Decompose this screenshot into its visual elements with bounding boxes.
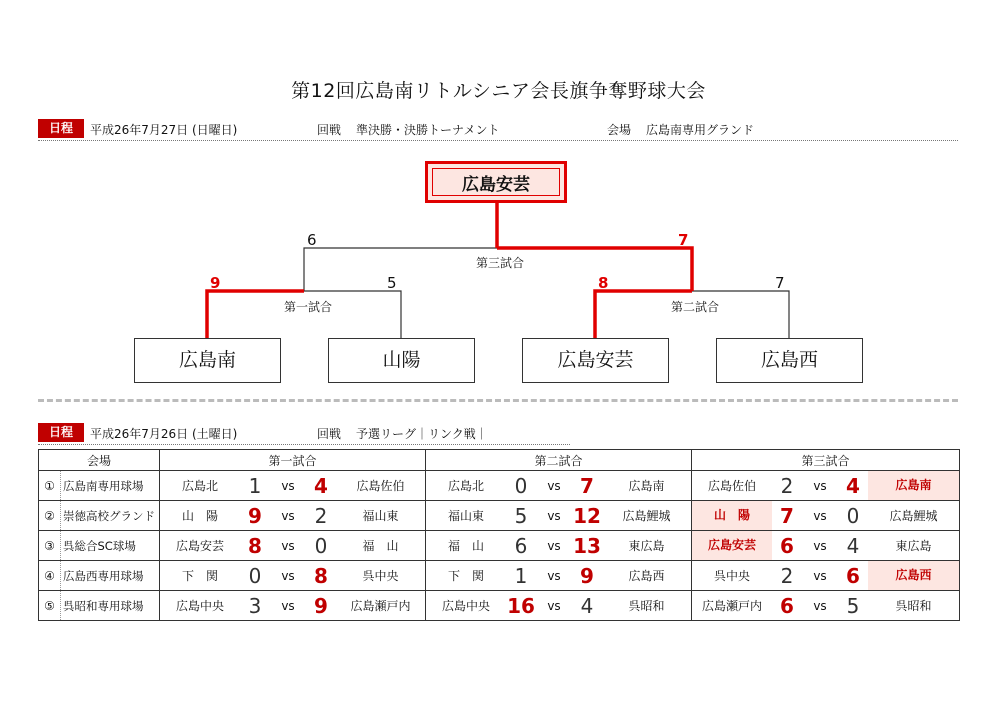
vs-label: vs bbox=[281, 478, 295, 493]
table-row bbox=[39, 501, 960, 531]
row-venue: 呉総合SC球場 bbox=[61, 531, 160, 561]
game-cell bbox=[160, 591, 426, 621]
score-a: 9 bbox=[248, 503, 262, 528]
header-game1: 第一試合 bbox=[160, 450, 426, 471]
champion-name: 広島安芸 bbox=[462, 175, 530, 195]
game-cell bbox=[692, 561, 960, 591]
vs-label: vs bbox=[281, 538, 295, 553]
team-a: 広島中央 bbox=[176, 599, 225, 613]
row-number: ③ bbox=[39, 531, 61, 561]
page-title: 第12回広島南リトルシニア会長旗争奪野球大会 bbox=[291, 80, 706, 102]
score-b: 12 bbox=[573, 503, 601, 528]
game-cell bbox=[426, 531, 692, 561]
bracket-line-semi1 bbox=[304, 248, 497, 291]
score-b: 0 bbox=[314, 533, 328, 558]
vs-label: vs bbox=[547, 568, 561, 583]
score-a: 1 bbox=[514, 563, 528, 588]
match1-right-score: 5 bbox=[387, 274, 397, 292]
team-b: 呉昭和 bbox=[628, 599, 665, 613]
team-a: 福山東 bbox=[448, 509, 485, 523]
score-b: 6 bbox=[846, 563, 860, 588]
team-a: 広島安芸 bbox=[692, 531, 772, 560]
team-b: 広島南 bbox=[628, 479, 665, 493]
vs-label: vs bbox=[813, 538, 827, 553]
row-venue: 崇徳高校グランド bbox=[61, 501, 160, 531]
team-b: 広島西 bbox=[628, 569, 665, 583]
score-b: 13 bbox=[573, 533, 601, 558]
vs-label: vs bbox=[547, 508, 561, 523]
vs-label: vs bbox=[813, 598, 827, 613]
team-b: 呉昭和 bbox=[895, 599, 932, 613]
game-cell bbox=[692, 501, 960, 531]
score-b: 4 bbox=[846, 533, 860, 558]
game-cell bbox=[692, 531, 960, 561]
section-separator bbox=[38, 399, 958, 402]
team-b: 東広島 bbox=[895, 539, 932, 553]
team-b: 広島南 bbox=[868, 471, 959, 500]
match1-label: 第一試合 bbox=[284, 300, 333, 314]
row-number: ⑤ bbox=[39, 591, 61, 621]
team-a: 山 陽 bbox=[182, 509, 219, 523]
vs-label: vs bbox=[813, 508, 827, 523]
match1-left-score: 9 bbox=[210, 274, 221, 292]
team-b: 東広島 bbox=[628, 539, 665, 553]
score-b: 4 bbox=[846, 473, 860, 498]
team-a: 福 山 bbox=[448, 539, 485, 553]
score-a: 3 bbox=[248, 593, 262, 618]
schedule-date: 平成26年7月26日 (土曜日) bbox=[90, 427, 238, 441]
table-row bbox=[39, 531, 960, 561]
score-a: 0 bbox=[514, 473, 528, 498]
table-row bbox=[39, 561, 960, 591]
score-a: 7 bbox=[780, 503, 794, 528]
team-a: 下 関 bbox=[182, 569, 219, 583]
team-b: 呉中央 bbox=[362, 569, 399, 583]
round-label: 回戦 bbox=[317, 123, 342, 137]
header-venue: 会場 bbox=[39, 450, 160, 471]
table-row bbox=[39, 591, 960, 621]
game-cell bbox=[426, 471, 692, 501]
score-a: 2 bbox=[780, 563, 794, 588]
team-a: 下 関 bbox=[448, 569, 485, 583]
team-b: 福 山 bbox=[362, 539, 399, 553]
score-b: 9 bbox=[314, 593, 328, 618]
team-b: 広島鯉城 bbox=[622, 509, 671, 523]
schedule-date: 平成26年7月27日 (日曜日) bbox=[90, 123, 238, 137]
game-cell bbox=[160, 561, 426, 591]
round-label: 回戦 bbox=[317, 427, 342, 441]
score-b: 9 bbox=[580, 563, 594, 588]
vs-label: vs bbox=[281, 508, 295, 523]
team-a: 広島安芸 bbox=[176, 539, 225, 553]
game-cell bbox=[426, 501, 692, 531]
score-b: 2 bbox=[314, 503, 328, 528]
team-b: 福山東 bbox=[362, 509, 399, 523]
row-number: ④ bbox=[39, 561, 61, 591]
row-venue: 広島南専用球場 bbox=[61, 471, 160, 501]
row-venue: 広島西専用球場 bbox=[61, 561, 160, 591]
score-a: 8 bbox=[248, 533, 262, 558]
score-a: 2 bbox=[780, 473, 794, 498]
row-venue: 呉昭和専用球場 bbox=[61, 591, 160, 621]
score-b: 5 bbox=[846, 593, 860, 618]
match2-label: 第二試合 bbox=[671, 300, 720, 314]
score-a: 0 bbox=[248, 563, 262, 588]
team-a: 呉中央 bbox=[714, 569, 751, 583]
score-b: 7 bbox=[580, 473, 594, 498]
team-a: 山 陽 bbox=[692, 501, 772, 530]
match3-right-score: 7 bbox=[678, 231, 689, 249]
team-a: 広島瀬戸内 bbox=[702, 599, 763, 613]
row-number: ① bbox=[39, 471, 61, 501]
champion-box bbox=[425, 161, 567, 203]
round-value: 準決勝・決勝トーナメント bbox=[356, 123, 500, 137]
team-a: 広島北 bbox=[182, 479, 219, 493]
game-cell bbox=[426, 561, 692, 591]
team-b: 広島鯉城 bbox=[889, 509, 938, 523]
team-box-4: 広島西 bbox=[716, 338, 863, 383]
divider bbox=[38, 444, 570, 445]
game-cell bbox=[692, 591, 960, 621]
game-cell bbox=[426, 591, 692, 621]
match2-right-score: 7 bbox=[775, 274, 785, 292]
team-box-2: 山陽 bbox=[328, 338, 475, 383]
venue-label: 会場 bbox=[607, 123, 632, 137]
team-b: 広島西 bbox=[868, 561, 959, 590]
league-body bbox=[39, 471, 960, 621]
game-cell bbox=[692, 471, 960, 501]
round-value: 予選リーグ｜リンク戦｜ bbox=[356, 427, 488, 441]
score-b: 8 bbox=[314, 563, 328, 588]
score-b: 4 bbox=[580, 593, 594, 618]
bracket-line-semi2 bbox=[497, 248, 692, 291]
vs-label: vs bbox=[547, 538, 561, 553]
team-box-3: 広島安芸 bbox=[522, 338, 669, 383]
schedule-badge: 日程 bbox=[38, 423, 84, 442]
vs-label: vs bbox=[281, 598, 295, 613]
header-game2: 第二試合 bbox=[426, 450, 692, 471]
schedule-badge: 日程 bbox=[38, 119, 84, 138]
vs-label: vs bbox=[813, 478, 827, 493]
vs-label: vs bbox=[547, 478, 561, 493]
table-header-row bbox=[39, 450, 960, 471]
score-a: 6 bbox=[514, 533, 528, 558]
score-b: 4 bbox=[314, 473, 328, 498]
score-b: 0 bbox=[846, 503, 860, 528]
row-number: ② bbox=[39, 501, 61, 531]
game-cell bbox=[160, 531, 426, 561]
league-table bbox=[38, 449, 960, 621]
vs-label: vs bbox=[547, 598, 561, 613]
vs-label: vs bbox=[813, 568, 827, 583]
match3-left-score: 6 bbox=[307, 231, 317, 249]
score-a: 5 bbox=[514, 503, 528, 528]
team-box-1: 広島南 bbox=[134, 338, 281, 383]
match3-label: 第三試合 bbox=[476, 256, 525, 270]
venue-value: 広島南専用グランド bbox=[646, 123, 755, 137]
game-cell bbox=[160, 501, 426, 531]
team-a: 広島佐伯 bbox=[708, 479, 757, 493]
team-a: 広島北 bbox=[448, 479, 485, 493]
match2-left-score: 8 bbox=[598, 274, 609, 292]
vs-label: vs bbox=[281, 568, 295, 583]
table-row bbox=[39, 471, 960, 501]
schedule-bar-league bbox=[38, 423, 958, 443]
score-a: 6 bbox=[780, 533, 794, 558]
game-cell bbox=[160, 471, 426, 501]
score-a: 16 bbox=[507, 593, 535, 618]
score-a: 6 bbox=[780, 593, 794, 618]
team-b: 広島佐伯 bbox=[356, 479, 405, 493]
score-a: 1 bbox=[248, 473, 262, 498]
team-b: 広島瀬戸内 bbox=[350, 599, 411, 613]
header-game3: 第三試合 bbox=[692, 450, 960, 471]
team-a: 広島中央 bbox=[442, 599, 491, 613]
